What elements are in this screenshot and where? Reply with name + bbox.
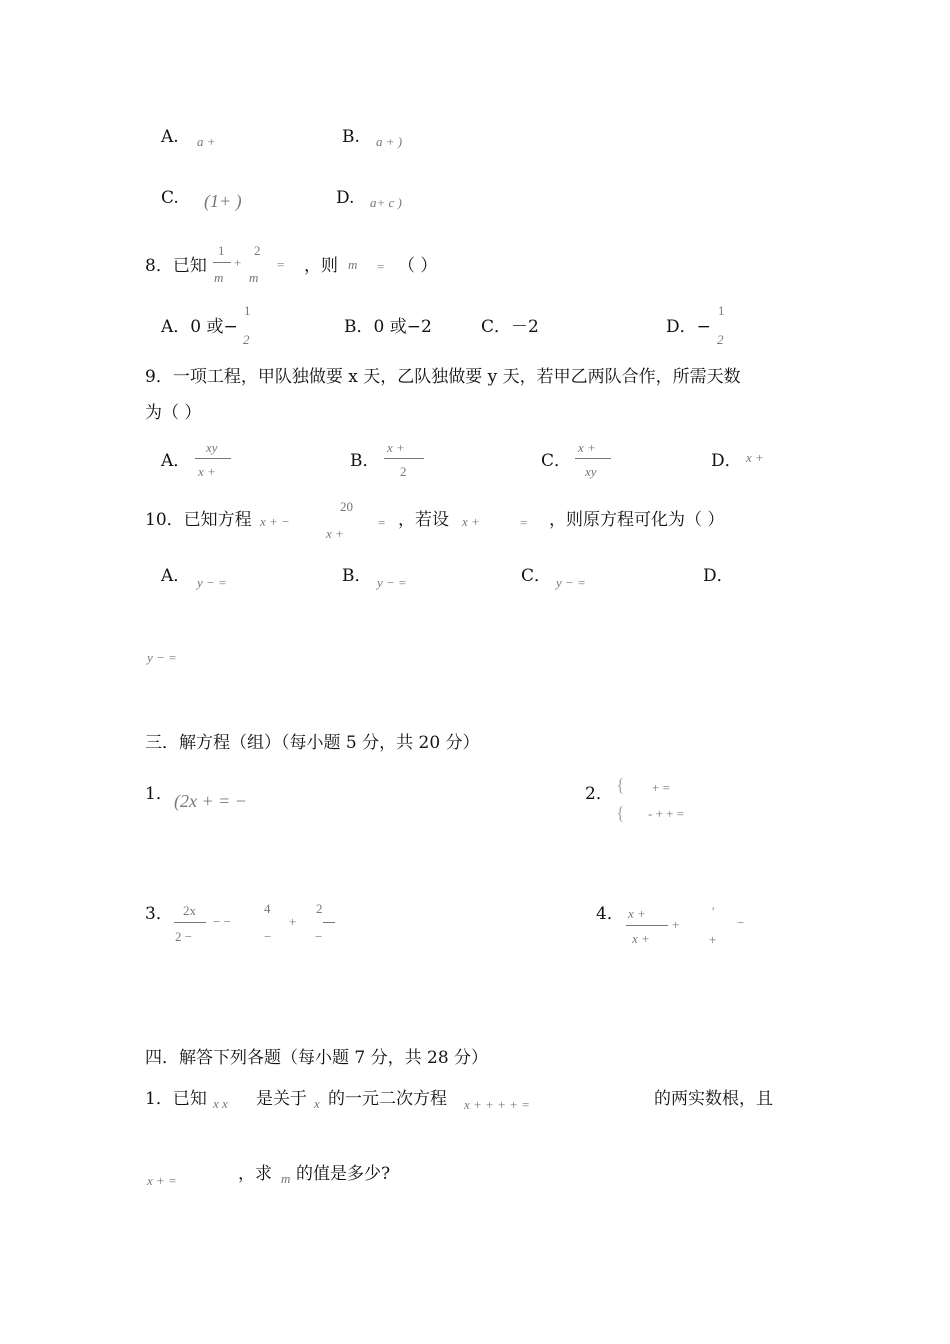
s4-problem-1-end: 的值是多少? xyxy=(296,1164,391,1184)
q7-option-c-label: C. xyxy=(161,188,179,208)
q10-fraction-denominator: x + xyxy=(326,526,344,541)
s3-problem-3-numerator: 2x xyxy=(183,903,196,918)
q8-option-a-numerator: 1 xyxy=(244,303,251,318)
q7-option-c-math: (1+ ) xyxy=(204,191,242,211)
q7-option-a-math: a + xyxy=(197,134,216,149)
s3-problem-2-label: 2． xyxy=(585,784,613,804)
q9-option-d-label: D． xyxy=(711,451,742,471)
q10-option-a-math: y − = xyxy=(197,575,227,590)
q8-mid-text: ，则 xyxy=(304,256,338,276)
s4-problem-1-condition-math: x + = xyxy=(147,1173,177,1188)
q10-math-left: x + − xyxy=(260,514,290,529)
section-4-title: 四．解答下列各题（每小题 7 分，共 28 分） xyxy=(145,1048,489,1068)
q8-frac1-denominator: m xyxy=(214,270,224,285)
q8-option-b: B．0 或−2 xyxy=(344,317,432,337)
q10-suffix: ，则原方程可化为（ ） xyxy=(549,510,725,530)
q8-option-d-numerator: 1 xyxy=(718,303,725,318)
s3-problem-2-brace-top: { xyxy=(616,775,625,795)
q8-frac2-denominator: m xyxy=(249,270,259,285)
q9-option-c-numerator: x + xyxy=(578,440,596,455)
s3-problem-3-plus: + xyxy=(289,914,297,929)
q8-frac1-numerator: 1 xyxy=(218,243,225,258)
s4-problem-1-mid-2: 的一元二次方程 xyxy=(328,1089,447,1109)
q8-option-d: D．− xyxy=(666,317,711,337)
q8-option-a-denominator: 2 xyxy=(243,332,250,347)
s3-problem-2-line-1: + = xyxy=(652,780,670,795)
q10-option-c-label: C． xyxy=(521,566,552,586)
q10-option-c-math: y − = xyxy=(556,575,586,590)
s4-problem-1-mid: 是关于 xyxy=(256,1089,307,1109)
q10-prefix: 10．已知方程 xyxy=(145,510,252,530)
s3-problem-3-label: 3． xyxy=(145,904,173,924)
q9-option-b-denominator: 2 xyxy=(400,464,407,479)
s3-problem-2-line-2: - + + = xyxy=(648,806,685,821)
s3-problem-4-plus: + xyxy=(672,917,680,932)
q10-equals: = xyxy=(378,515,386,530)
q9-option-b-bar xyxy=(384,458,424,459)
q8-option-d-denominator: 2 xyxy=(717,332,724,347)
s3-problem-3-bar xyxy=(174,922,206,923)
q8-equals-2: = xyxy=(377,259,385,274)
q9-option-c-bar xyxy=(575,458,611,459)
q7-option-a-label: A. xyxy=(161,127,179,147)
s4-problem-4-label: 4． xyxy=(596,904,624,924)
q9-option-c-label: C． xyxy=(541,451,572,471)
section-3-title: 三．解方程（组）（每小题 5 分，共 20 分） xyxy=(145,733,480,753)
q8-variable-m: m xyxy=(348,257,358,272)
q10-option-b-math: y − = xyxy=(377,575,407,590)
q9-line-1: 9．一项工程，甲队独做要 x 天，乙队独做要 y 天，若甲乙两队合作，所需天数 xyxy=(145,367,741,387)
q9-line-2: 为（ ） xyxy=(145,403,202,423)
s3-problem-1-label: 1． xyxy=(145,784,173,804)
q8-plus: + xyxy=(234,255,242,270)
s3-problem-4-frac2-denominator: + xyxy=(709,932,717,947)
s3-problem-3-frac3-numerator: 2 xyxy=(316,901,323,916)
q8-prefix: 8．已知 xyxy=(145,256,207,276)
s3-problem-1-math: (2x + = − xyxy=(174,791,247,811)
q10-option-a-label: A． xyxy=(161,566,191,586)
s3-problem-4-frac2-numerator: ' xyxy=(712,904,715,919)
s4-problem-1-variable-m: m xyxy=(281,1171,291,1186)
q9-option-b-label: B． xyxy=(350,451,380,471)
q8-frac2-numerator: 2 xyxy=(254,243,261,258)
s3-problem-3-frac2-numerator: 4 xyxy=(264,901,271,916)
s3-problem-4-bar xyxy=(626,925,668,926)
q7-option-d-math: a+ c ) xyxy=(370,195,402,210)
q7-option-d-label: D. xyxy=(336,188,355,208)
q8-option-c: C．－2 xyxy=(481,317,539,337)
q10-option-d-label: D． xyxy=(703,566,734,586)
q9-option-a-denominator: x + xyxy=(198,464,216,479)
s3-problem-4-numerator: x + xyxy=(628,906,646,921)
s3-problem-3-frac2-denominator: − xyxy=(264,929,272,944)
q10-equals-2: = xyxy=(520,515,528,530)
s3-problem-4-denominator: x + xyxy=(632,931,650,946)
q10-fraction-numerator: 20 xyxy=(340,499,353,514)
s3-problem-3-operator: − − xyxy=(213,914,231,929)
s4-problem-1-suffix: 的两实数根，且 xyxy=(654,1089,773,1109)
q8-answer-paren: （ ） xyxy=(398,256,438,276)
s4-problem-1-equation: x + + + + = xyxy=(464,1097,530,1112)
q9-option-c-denominator: xy xyxy=(585,464,597,479)
q9-option-a-bar xyxy=(195,458,231,459)
q8-frac1-bar xyxy=(213,262,231,263)
s4-problem-1-ask: ，求 xyxy=(238,1164,272,1184)
s3-problem-4-minus: − xyxy=(737,915,745,930)
s3-problem-3-denominator: 2 − xyxy=(175,929,193,944)
s4-problem-1-roots: x x xyxy=(213,1096,228,1111)
q9-option-d-math: x + xyxy=(746,450,764,465)
q7-option-b-math: a + ) xyxy=(376,134,403,149)
s3-problem-3-frac3-bar xyxy=(323,922,335,923)
q10-substitution-math: x + xyxy=(462,514,480,529)
q9-option-a-label: A． xyxy=(161,451,191,471)
s4-problem-1-variable: x xyxy=(314,1096,320,1111)
s4-problem-1-prefix: 1．已知 xyxy=(145,1089,207,1109)
q10-option-b-label: B． xyxy=(342,566,372,586)
q8-option-a: A．0 或− xyxy=(161,317,238,337)
q10-mid-text: ，若设 xyxy=(398,510,449,530)
q10-option-d-math: y − = xyxy=(147,650,177,665)
s3-problem-2-brace-bottom: { xyxy=(616,803,625,823)
q9-option-a-numerator: xy xyxy=(206,440,218,455)
q7-option-b-label: B. xyxy=(342,127,360,147)
q9-option-b-numerator: x + xyxy=(387,440,405,455)
s3-problem-3-frac3-denominator: − xyxy=(315,929,323,944)
q8-equals: = xyxy=(277,257,285,272)
